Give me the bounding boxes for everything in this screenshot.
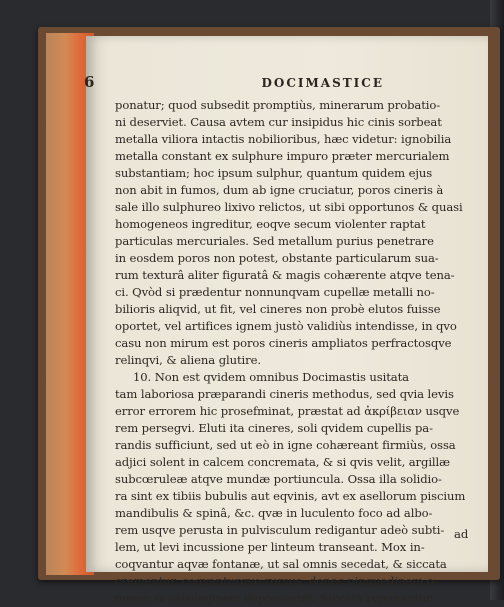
text-line: bilioris aliqvid, ut fit, vel cineres non probè elutos fuisse [115,302,441,316]
text-line: adjici solent in calcem concremata, & si qvis velit, argillæ [115,455,450,469]
page-number: 6 [84,73,95,91]
text-line: relinqvi, & aliena glutire. [115,353,261,367]
text-line: tam laboriosa præparandi cineris methodus, sed qvia levis [115,387,454,401]
running-head: DOCIMASTICE [261,76,384,90]
text-line: particulas mercuriales. Sed metallum purius penetrare [115,234,434,248]
text-line: ci. Qvòd si prædentur nonnunqvam cupellæ metalli no- [115,285,435,299]
text-line: ponatur; quod subsedit promptiùs, minerarum probatio- [115,98,441,112]
text-line: metalla constant ex sulphure impuro præter mercurialem [115,149,450,163]
text-line: subcœruleæ atqve mundæ portiuncula. Ossa illa solidio- [115,472,442,486]
catchword: ad [454,527,469,541]
text-line: crementur, coqvanturqve rursus, donec pinguedinem o- [115,574,438,588]
text-line: oportet, vel artifices ignem justò validiùs intendisse, in qvo [115,319,457,333]
text-line: ni deserviet. Causa avtem cur insipidus hic cinis sorbeat [115,115,442,129]
text-line: substantiam; hoc ipsum sulphur, quantum quidem ejus [115,166,433,180]
text-line: non abit in fumos, dum ab igne cruciatur, poros cineris à [115,183,444,197]
body-text [115,97,475,607]
page-header [84,73,434,91]
text-line: casu non mirum est poros cineris ampliatos perfractosqve [115,336,452,350]
text-line: ra sint ex tibiis bubulis aut eqvinis, avt ex asellorum piscium [115,489,466,503]
text-line: in eosdem poros non potest, obstante particularum sua- [115,251,439,265]
text-line: metalla viliora intactis nobilioribus, hæc videtur: ignobilia [115,132,452,146]
text-line: coqvantur aqvæ fontanæ, ut sal omnis secedat, & siccata [115,557,447,571]
text-line: lem, ut levi incussione per linteum transeant. Mox in- [115,540,425,554]
text-line: randis sufficiunt, sed ut eò in igne cohæreant firmiùs, ossa [115,438,456,452]
text-line: rem usqve perusta in pulvisculum redigantur adeò subti- [115,523,445,537]
text-line: rum texturâ aliter figuratâ & magis cohærente atqve tena- [115,268,455,282]
text-line: homogeneos ingreditur, eoqve secum violenter raptat [115,217,426,231]
text-line: sale illo sulphureo lixivo relictos, ut sibi opportunos & quasi [115,200,463,214]
text-line: mandibulis & spinâ, &c. qvæ in luculento foco ad albo- [115,506,433,520]
text-line: 10. Non est qvidem omnibus Docimastis usitata [133,370,409,384]
text-line: mnem & salsilaginem deposuerint. Siccata reponantur [115,591,432,605]
text-line: rem persegvi. Eluti ita cineres, soli qvidem cupellis pa- [115,421,433,435]
text-line: error errorem hic prosefminat, præstat ad ἀκρίβειαν usqve [115,404,460,418]
